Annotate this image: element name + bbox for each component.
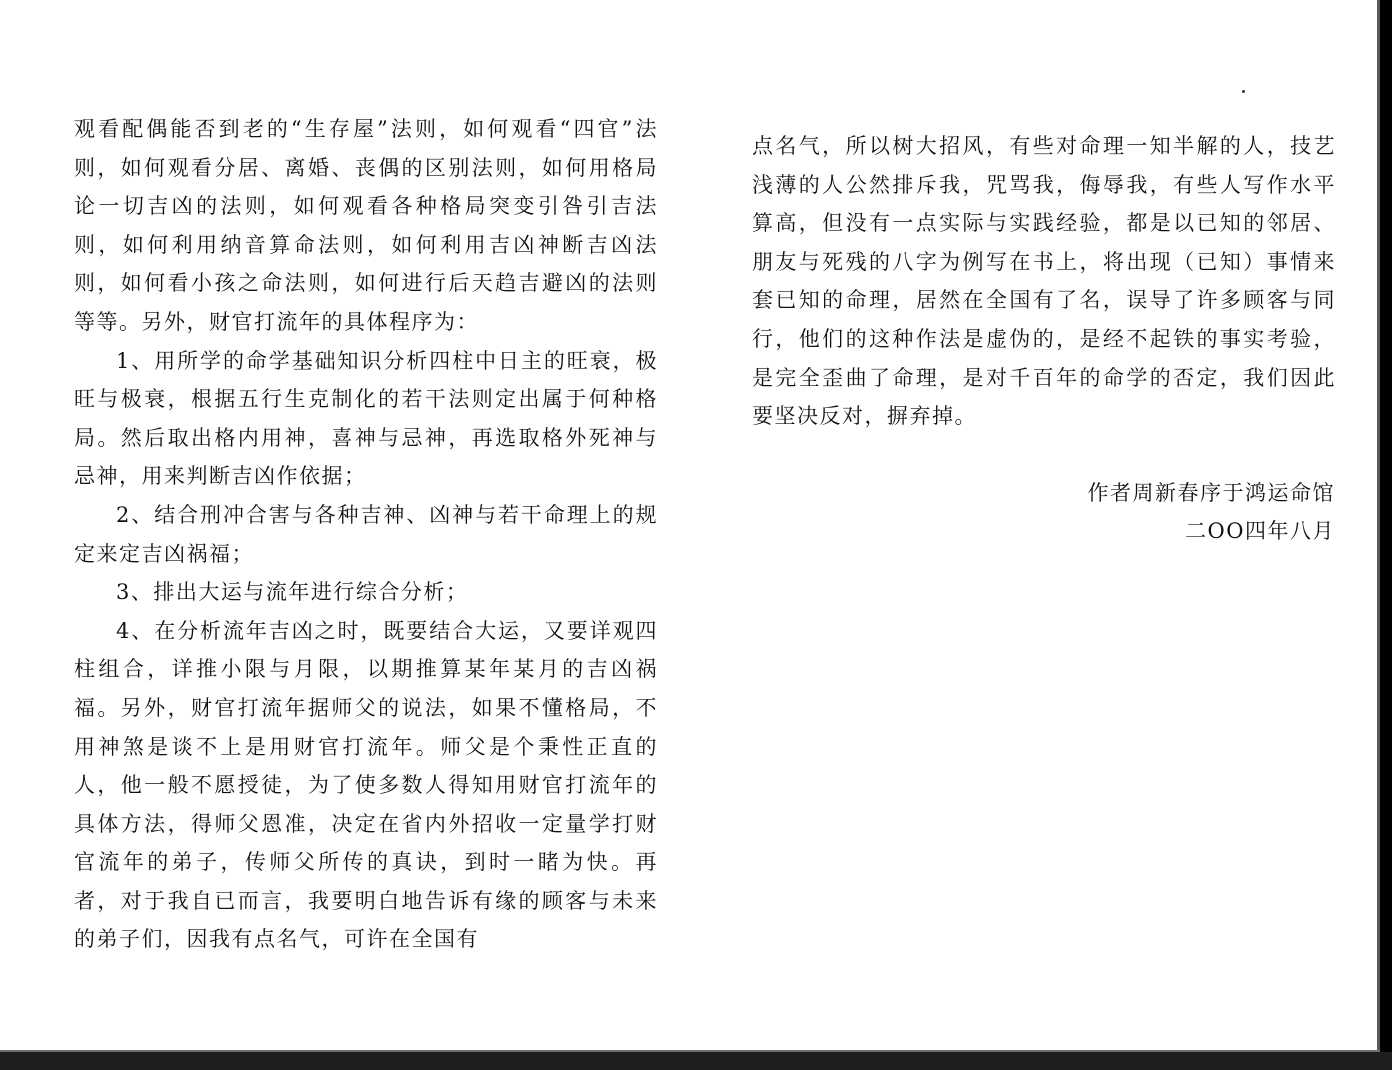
paragraph-step-4: 4、在分析流年吉凶之时，既要结合大运，又要详观四柱组合，详推小限与月限，以期推算某年某月的吉凶祸福。另外，财官打流年据师父的说法，如果不懂格局，不用神煞是谈不上是用财官打流年。师父是个秉性正直的人，他一般不愿授徒，为了使多数人得知用财官打流年的具体方法，得师父恩准，决定在省内外招收一定量学打财官流年的弟子，传师父所传的真诀，到时一睹为快。再者，对于我自已而言，我要明白地告诉有缘的顾客与未来的弟子们，因我有点名气，可许在全国有 (74, 618, 658, 952)
right-page (700, 0, 1380, 1050)
left-page (0, 0, 700, 1050)
paragraph: 观看配偶能否到老的“生存屋”法则，如何观看“四官”法则，如何观看分居、离婚、丧偶的区别法则，如何用格局论一切吉凶的法则，如何观看各种格局突变引咎引吉法则，如何利用纳音算命法则，如何利用吉凶神断吉凶法则，如何看小孩之命法则，如何进行后天趋吉避凶的法则等等。另外，财官打流年的具体程序为： (74, 117, 658, 334)
signature-date: 二OO四年八月 (1185, 519, 1335, 543)
signature-block (1088, 474, 1336, 550)
paragraph-step-3: 3、排出大运与流年进行综合分析； (116, 580, 469, 605)
paragraph-step-1: 1、用所学的命学基础知识分析四柱中日主的旺衰，极旺与极衰，根据五行生克制化的若干法则定出属于何种格局。然后取出格内用神，喜神与忌神，再选取格外死神与忌神，用来判断吉凶作依据； (74, 348, 658, 489)
paragraph-step-2: 2、结合刑冲合害与各种吉神、凶神与若干命理上的规定来定吉凶祸福； (74, 502, 658, 566)
scan-edge-right (1380, 0, 1392, 1070)
paragraph: 点名气，所以树大招风，有些对命理一知半解的人，技艺浅薄的人公然排斥我，咒骂我，侮辱我，有些人写作水平算高，但没有一点实际与实践经验，都是以已知的邻居、朋友与死残的八字为例写在书上，将出现（已知）事情来套已知的命理，居然在全国有了名，误导了许多顾客与同行，他们的这种作法是虚伪的，是经不起铁的事实考验，是完全歪曲了命理，是对千百年的命学的否定，我们因此要坚决反对，摒弃掉。 (752, 134, 1336, 429)
scan-speck (1242, 90, 1245, 93)
scan-edge-bottom (0, 1052, 1392, 1070)
left-page-text (74, 110, 658, 959)
right-page-text (752, 127, 1336, 436)
signature-author: 作者周新春序于鸿运命馆 (1087, 481, 1335, 505)
